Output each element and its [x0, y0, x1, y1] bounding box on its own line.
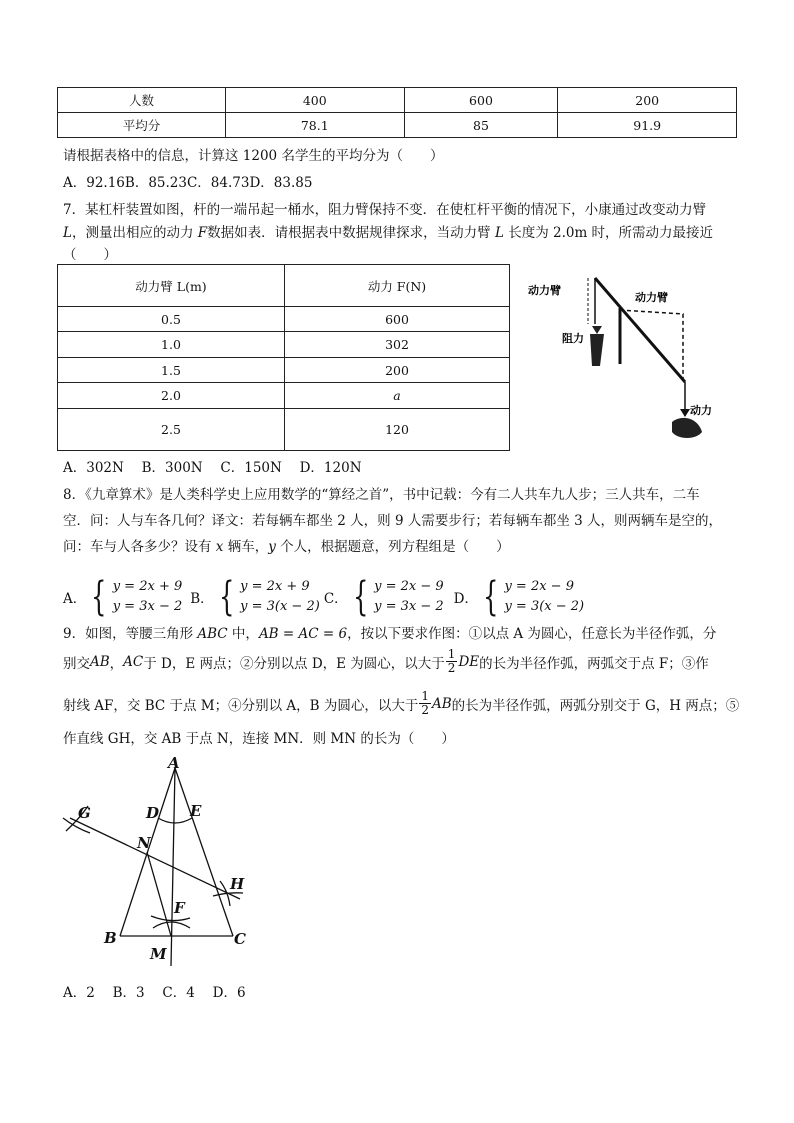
denominator: 2 [421, 703, 429, 717]
label-F: F [174, 899, 185, 917]
arm-dashed [620, 310, 683, 382]
q8-options [63, 574, 585, 620]
math: DE [458, 653, 480, 670]
table-cell: 2.0 [58, 383, 285, 409]
equation: y = 3(x − 2) [504, 599, 585, 614]
table-row [58, 409, 510, 451]
denominator: 2 [447, 661, 456, 675]
column-header: 动力臂 L(m) [58, 265, 285, 307]
water-bucket [590, 334, 604, 366]
option-label: C． [323, 591, 348, 607]
label-H: H [230, 875, 245, 893]
table-cell: 1.0 [58, 332, 285, 358]
text: 的长为半径作弧，两弧分别交于 G，H 两点；⑤ [451, 697, 740, 714]
fraction [446, 648, 458, 675]
q6-options: A．92.16B．85.23C．84.73D．83.85 [63, 175, 313, 191]
label-G: G [78, 804, 91, 822]
table-cell: 91.9 [558, 113, 737, 138]
math: AB [432, 695, 452, 712]
q7-line3: （ ） [63, 247, 117, 263]
column-header: 动力 F(N) [285, 265, 510, 307]
table-cell: a [285, 383, 510, 409]
arc-DE [158, 818, 192, 823]
math: AC [123, 653, 144, 670]
q7-line2 [63, 221, 713, 241]
equation-system: { y = 2x + 9 y = 3x − 2 [91, 574, 183, 620]
text: 别交 [63, 655, 90, 672]
table-cell: 200 [285, 358, 510, 383]
table-cell: 85 [404, 113, 558, 138]
table-row [58, 88, 737, 113]
q6-stem: 请根据表格中的信息，计算这 1200 名学生的平均分为（ ） [63, 148, 444, 164]
equation-system: { y = 2x + 9 y = 3(x − 2) [218, 574, 320, 620]
text: ，测量出相应的动力 [71, 225, 198, 241]
table-header-row [58, 265, 510, 307]
equation: y = 2x − 9 [504, 579, 574, 594]
q9-line2 [63, 648, 709, 675]
equation-system: { y = 2x − 9 y = 3(x − 2) [483, 574, 585, 620]
table-cell: 200 [558, 88, 737, 113]
text: 长度为 2.0m 时，所需动力最接近 [503, 225, 714, 241]
text: 个人，根据题意，列方程组是（ ） [275, 539, 510, 555]
label-M: M [150, 945, 167, 963]
label-power-arm: 动力臂 [528, 284, 561, 297]
var-L: L [494, 225, 504, 241]
math: AB = AC = 6 [258, 626, 348, 642]
math: AB [90, 653, 110, 670]
label-E: E [190, 802, 202, 820]
table-row [58, 113, 737, 138]
table-cell: 120 [285, 409, 510, 451]
text: 于 D，E 两点；②分别以点 D，E 为圆心，以大于 [143, 655, 445, 672]
math: ABC [197, 626, 228, 642]
table-cell: 1.5 [58, 358, 285, 383]
q9-line1 [63, 622, 716, 642]
arrow-head [592, 326, 602, 334]
lever-figure [520, 264, 730, 449]
label-B: B [104, 929, 117, 947]
option-label: D． [453, 591, 478, 607]
var-x: x [215, 539, 224, 555]
table-row [58, 358, 510, 383]
text: 问：车与人各多少？设有 [63, 539, 216, 555]
option-label: B． [190, 591, 214, 607]
table-cell: 302 [285, 332, 510, 358]
label-resistance: 阻力 [562, 332, 584, 345]
table-cell: 600 [404, 88, 558, 113]
q8-line3 [63, 535, 510, 555]
var-y: y [268, 539, 276, 555]
lever-table [57, 264, 510, 451]
option-label: A． [63, 591, 87, 607]
label-A: A [168, 756, 180, 772]
label-D: D [146, 804, 160, 822]
numerator: 1 [421, 689, 429, 703]
table-cell: 600 [285, 307, 510, 332]
force-weight [672, 418, 702, 438]
text: ，按以下要求作图：①以点 A 为圆心，任意长为半径作弧，分 [347, 626, 717, 642]
arrow-head [680, 409, 690, 417]
text: 9．如图，等腰三角形 [63, 626, 198, 642]
var-L: L [63, 225, 72, 241]
table-cell: 400 [226, 88, 405, 113]
text: 的长为半径作弧，两弧交于点 F；③作 [479, 655, 709, 672]
table-cell: 0.5 [58, 307, 285, 332]
table-cell: 人数 [58, 88, 226, 113]
equation: y = 2x + 9 [240, 579, 310, 594]
table-cell: 78.1 [226, 113, 405, 138]
table-row [58, 307, 510, 332]
label-N: N [137, 834, 151, 852]
equation-system: { y = 2x − 9 y = 3x − 2 [352, 574, 444, 620]
label-force: 动力 [690, 404, 712, 417]
q7-line1: 7．某杠杆装置如图，杆的一端吊起一桶水，阻力臂保持不变．在使杠杆平衡的情况下，小康通过改变动力臂 [63, 202, 707, 218]
q8-line1: 8．《九章算术》是人类科学史上应用数学的“算经之首”，书中记载：今有二人共车九人步；三人共车，二车 [63, 487, 700, 503]
equation: y = 2x − 9 [374, 579, 444, 594]
var-F: F [197, 225, 208, 241]
text: 辆车， [223, 539, 269, 555]
q8-line2: 空．问：人与车各几何？译文：若每辆车都坐 2 人，则 9 人需要步行；若每辆车都坐 3 人，则两辆车是空的， [63, 513, 723, 529]
equation: y = 2x + 9 [112, 579, 183, 594]
q9-line3 [63, 690, 739, 717]
numerator: 1 [447, 647, 456, 661]
fraction [419, 690, 431, 717]
label-power-arm: 动力臂 [635, 291, 668, 304]
text: ， [109, 655, 124, 672]
text: 射线 AF，交 BC 于点 M；④分别以 A，B 为圆心，以大于 [63, 697, 419, 714]
label-C: C [234, 930, 246, 948]
q7-options: A．302N B．300N C．150N D．120N [63, 460, 362, 476]
score-table [57, 87, 737, 138]
text: 中， [227, 626, 259, 642]
equation: y = 3(x − 2) [240, 599, 320, 614]
q9-options: A．2 B．3 C．4 D．6 [63, 985, 246, 1001]
table-row [58, 332, 510, 358]
table-cell: 2.5 [58, 409, 285, 451]
table-row [58, 383, 510, 409]
text: 数据如表．请根据表中数据规律探求，当动力臂 [207, 225, 495, 241]
triangle-figure [58, 756, 258, 971]
equation: y = 3x − 2 [374, 599, 444, 614]
table-cell: 平均分 [58, 113, 226, 138]
equation: y = 3x − 2 [112, 599, 183, 614]
q9-line4: 作直线 GH，交 AB 于点 N，连接 MN．则 MN 的长为（ ） [63, 731, 455, 747]
